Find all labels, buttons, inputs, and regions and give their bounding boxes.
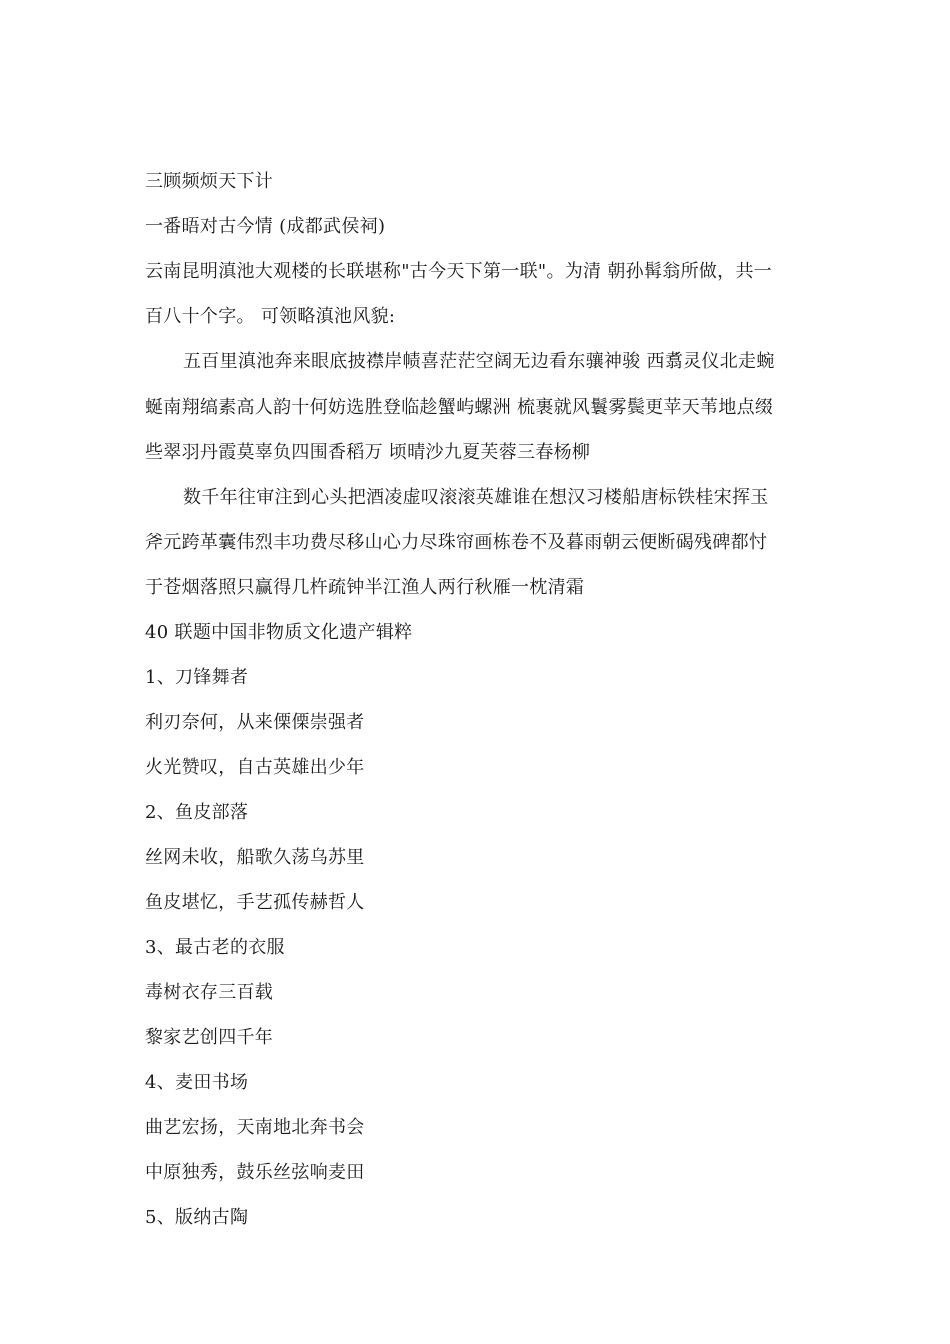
intro-paragraph-line-2: 百八十个字。 可领略滇池风貌: <box>145 306 396 327</box>
long-couplet-first-line-2: 蜒南翔缟素高人韵十何妨选胜登临趁蟹屿螺洲 梳裹就风鬟雾鬓更苹天苇地点缀 <box>145 397 774 418</box>
long-couplet-second-line-1: 数千年往审注到心头把酒凌虚叹滚滚英雄谁在想汉习楼船唐标铁桂宋挥玉 <box>183 487 769 508</box>
item-couplet-2-lower: 鱼皮堪忆，手艺孤传赫哲人 <box>145 892 365 913</box>
item-heading-4: 4、麦田书场 <box>145 1072 249 1093</box>
item-couplet-1-upper: 利刃奈何，从来傈傈崇强者 <box>145 712 365 733</box>
item-couplet-4-upper: 曲艺宏扬，天南地北奔书会 <box>145 1117 365 1138</box>
item-couplet-3-upper: 毒树衣存三百载 <box>145 982 274 1003</box>
item-heading-3: 3、最古老的衣服 <box>145 937 285 958</box>
item-heading-2: 2、鱼皮部落 <box>145 802 249 823</box>
item-couplet-4-lower: 中原独秀，鼓乐丝弦响麦田 <box>145 1162 365 1183</box>
section-heading: 40 联题中国非物质文化遗产辑粹 <box>145 622 413 643</box>
couplet-line-upper: 三顾频烦天下计 <box>145 171 274 192</box>
item-heading-5: 5、版纳古陶 <box>145 1207 249 1228</box>
item-couplet-3-lower: 黎家艺创四千年 <box>145 1027 274 1048</box>
item-heading-1: 1、刀锋舞者 <box>145 667 249 688</box>
item-couplet-2-upper: 丝网未收，船歌久荡乌苏里 <box>145 847 365 868</box>
long-couplet-first-line-3: 些翠羽丹霞莫辜负四围香稻万 顷晴沙九夏芙蓉三春杨柳 <box>145 442 591 463</box>
long-couplet-second-line-3: 于苍烟落照只赢得几杵疏钟半江渔人两行秋雁一枕清霜 <box>145 577 585 598</box>
item-couplet-1-lower: 火光赞叹，自古英雄出少年 <box>145 757 365 778</box>
long-couplet-first-line-1: 五百里滇池奔来眼底披襟岸帻喜茫茫空阔无边看东骧神骏 西翥灵仪北走蜿 <box>183 351 775 372</box>
long-couplet-second-line-2: 斧元跨革囊伟烈丰功费尽移山心力尽珠帘画栋卷不及暮雨朝云便断碣残碑都忖 <box>145 532 768 553</box>
couplet-line-lower: 一番晤对古今情 (成都武侯祠) <box>145 216 386 237</box>
intro-paragraph-line-1: 云南昆明滇池大观楼的长联堪称"古今天下第一联"。为清 朝孙髯翁所做，共一 <box>145 261 773 282</box>
